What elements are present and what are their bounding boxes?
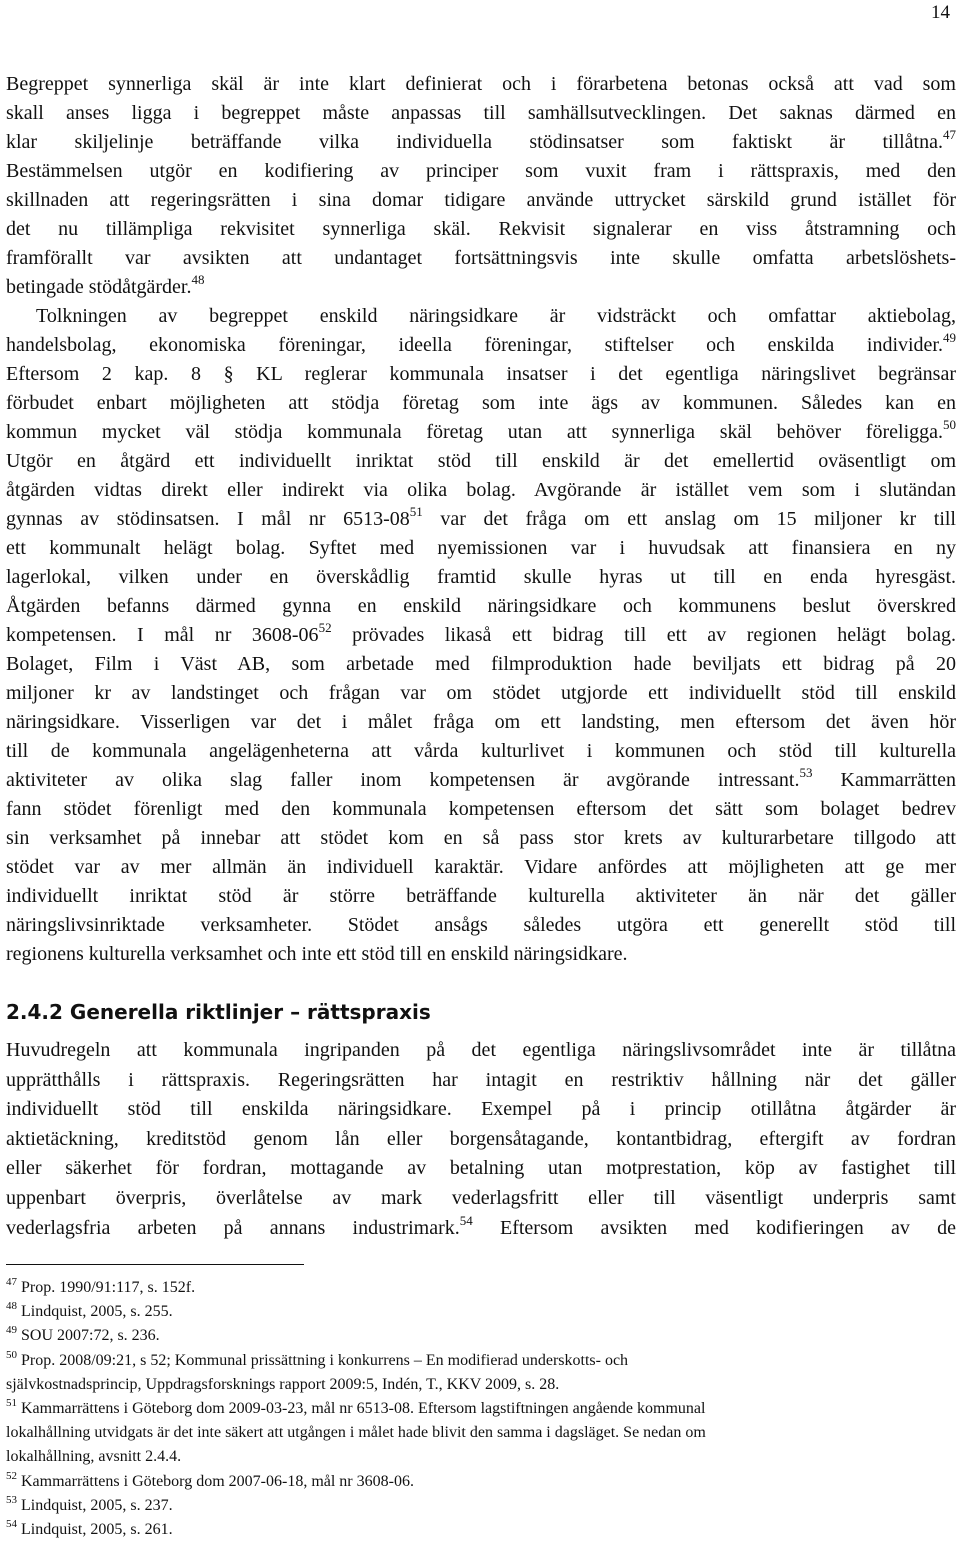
text-run: betingade stödåtgärder. — [6, 276, 192, 298]
text-run: Åtgärden befanns därmed gynna en enskild näringsidkare och kommunens beslut överskred — [6, 595, 956, 617]
text-line — [6, 593, 956, 619]
text-run: ett kommunalt helägt bolag. Syftet med nyemissionen var i huvudsak att finansiera en ny — [6, 537, 956, 559]
text-run: lagerlokal, vilken under en överskådlig framtid skulle hyras ut till en enda hyresgäst. — [6, 566, 956, 588]
text-run: Bestämmelsen utgör en kodifiering av principer som vuxit fram i rättspraxis, med den — [6, 160, 956, 182]
text-run: kommun mycket väl stödja kommunala företag utan att synnerliga skäl behöver föreligga. — [6, 421, 943, 443]
footnote-line — [6, 1374, 956, 1395]
text-line — [6, 564, 956, 590]
footnote-marker: 50 — [6, 1348, 17, 1361]
footnote-line — [6, 1519, 956, 1540]
text-line — [6, 1096, 956, 1122]
text-run: Bolaget, Film i Väst AB, som arbetade med filmproduktion hade beviljats ett bidrag på 20 — [6, 653, 956, 675]
text-line — [6, 216, 956, 242]
footnote-separator — [6, 1264, 304, 1265]
text-run: förbudet enbart möjligheten att stödja företag som inte ägs av kommunen. Således kan en — [6, 392, 956, 414]
footnote-marker: 49 — [6, 1324, 17, 1337]
text-run: till de kommunala angelägenheterna att vårda kulturlivet i kommunen och stöd till kulturella — [6, 740, 956, 762]
text-line — [6, 854, 956, 880]
text-line — [6, 680, 956, 706]
footnote-marker: 50 — [943, 417, 956, 432]
text-run: Eftersom 2 kap. 8 § KL reglerar kommunala insatser i det egentliga näringslivet begränsar — [6, 363, 956, 385]
footnote-line — [6, 1325, 956, 1346]
footnote-marker: 47 — [6, 1276, 17, 1288]
text-line — [6, 129, 956, 155]
text-run: SOU 2007:72, s. 236. — [17, 1327, 160, 1345]
footnote-marker: 51 — [6, 1397, 17, 1409]
footnote-line — [6, 1471, 956, 1492]
text-run: prövades likaså ett bidrag till ett av regionen helägt bolag. — [331, 624, 957, 646]
text-run: miljoner kr av landstinget och frågan var om stödet utgjorde ett individuellt stöd till enskild — [6, 682, 956, 704]
text-run: Prop. 1990/91:117, s. 152f. — [17, 1279, 196, 1296]
text-line — [6, 709, 956, 735]
text-run: Utgör en åtgärd ett individuellt inriktat stöd till enskild är det emellertid oväsentligt om — [6, 450, 956, 472]
text-line — [6, 100, 956, 126]
text-line — [6, 767, 956, 793]
text-run: Begreppet synnerliga skäl är inte klart definierat och i förarbetena betonas också att vad som — [6, 73, 956, 95]
text-line — [6, 825, 956, 851]
text-run: sin verksamhet på innebar att stödet kom en så pass stor krets av kulturarbetare tillgodo att — [6, 827, 956, 849]
text-run: var det fråga om ett anslag om 15 miljoner kr till — [422, 508, 956, 530]
footnote-line — [6, 1277, 956, 1298]
text-run: eller säkerhet för fordran, mottagande av betalning utan motprestation, köp av fastighet till — [6, 1157, 956, 1180]
footnote-line — [6, 1495, 956, 1516]
text-run: lokalhållning utvidgats är det inte säkert att utgången i målet hade blivit den samma i dagsläget. Se nedan om — [6, 1424, 706, 1442]
footnote-marker: 49 — [943, 330, 956, 345]
text-line — [6, 506, 956, 532]
text-run: Prop. 2008/09:21, s 52; Kommunal prissättning i konkurrens – En modifierad underskotts- och — [17, 1351, 629, 1369]
text-line — [6, 883, 956, 909]
text-run: lokalhållning, avsnitt 2.4.4. — [6, 1448, 182, 1466]
text-run: Lindquist, 2005, s. 261. — [17, 1521, 173, 1538]
text-line — [6, 303, 956, 329]
footnote-marker: 54 — [459, 1212, 473, 1228]
section-heading: 2.4.2 Generella riktlinjer – rättspraxis — [6, 1000, 431, 1024]
text-line — [6, 158, 956, 184]
text-run: regionens kulturella verksamhet och inte ett stöd till en enskild näringsidkare. — [6, 943, 628, 965]
text-run: upprätthålls i rättspraxis. Regeringsrätten har intagit en restriktiv hållning när det gäller — [6, 1068, 956, 1091]
text-line — [6, 738, 956, 764]
text-run: Eftersom avsikten med kodifieringen av de — [472, 1216, 956, 1239]
text-line — [6, 622, 956, 648]
text-run: Kammarrättens i Göteborg dom 2009-03-23, mål nr 6513-08. Eftersom lagstiftningen angående kommunal — [17, 1400, 706, 1417]
text-run: fann stödet förenligt med den kommunala kompetensen eftersom det sätt som bolaget bedrev — [6, 798, 956, 820]
text-line — [6, 1126, 956, 1152]
text-run: näringslivsinriktade verksamheter. Stödet ansågs således utgöra ett generellt stöd till — [6, 914, 956, 936]
footnote-marker: 53 — [6, 1493, 17, 1506]
text-line — [6, 1067, 956, 1093]
text-line — [6, 1185, 956, 1211]
text-run: uppenbart överpris, överlåtelse av mark vederlagsfritt eller till väsentligt underpris samt — [6, 1187, 956, 1209]
text-run: Tolkningen av begreppet enskild näringsidkare är vidsträckt och omfattar aktiebolag, — [36, 305, 956, 327]
text-run: stödet var av mer allmän än individuell karaktär. Vidare anfördes att möjligheten att ge mer — [6, 856, 956, 878]
text-line — [6, 332, 956, 358]
footnote-marker: 48 — [6, 1300, 17, 1313]
text-run: det nu tillämpliga rekvisitet synnerliga skäl. Rekvisit signalerar en viss åtstramning och — [6, 218, 956, 240]
text-run: individuellt inriktat stöd är större beträffande kulturella aktiviteter än när det gäller — [6, 885, 956, 907]
text-run: självkostnadsprincip, Uppdragsforsknings rapport 2009:5, Indén, T., KKV 2009, s. 28. — [6, 1375, 560, 1393]
footnote-line — [6, 1398, 956, 1419]
text-run: näringsidkare. Visserligen var det i målet fråga om ett landsting, men eftersom det även hör — [6, 711, 956, 733]
text-line — [6, 535, 956, 561]
text-line — [6, 419, 956, 445]
text-run: skillnaden att regeringsrätten i sina domar tidigare använde uttrycket särskild grund istället för — [6, 189, 956, 211]
text-run: framförallt var avsikten att undantaget fortsättningsvis inte skulle omfatta arbetslöshets- — [6, 247, 956, 269]
text-run: aktietäckning, kreditstöd genom lån eller borgensåtagande, kontantbidrag, eftergift av fordran — [6, 1127, 956, 1150]
text-line — [6, 448, 956, 474]
text-line — [6, 71, 956, 97]
footnote-marker: 54 — [6, 1518, 17, 1530]
footnote-line — [6, 1301, 956, 1322]
text-run: individuellt stöd till enskilda näringsidkare. Exempel på i princip otillåtna åtgärder är — [6, 1098, 956, 1121]
text-line — [6, 1037, 956, 1063]
text-run: vederlagsfria arbeten på annans industrimark. — [6, 1216, 460, 1239]
text-line — [6, 651, 956, 677]
text-line — [6, 477, 956, 503]
text-line — [6, 941, 956, 967]
text-line — [6, 1155, 956, 1181]
text-run: Lindquist, 2005, s. 237. — [17, 1496, 173, 1514]
text-line — [6, 361, 956, 387]
text-run: åtgärden vidtas direkt eller indirekt via olika bolag. Avgörande är istället vem som i slutändan — [6, 479, 956, 501]
text-run: handelsbolag, ekonomiska föreningar, ideella föreningar, stiftelser och enskilda individer. — [6, 334, 943, 356]
text-run: Huvudregeln att kommunala ingripanden på det egentliga näringslivsområdet inte är tillåtna — [6, 1039, 956, 1061]
text-run: Kammarrättens i Göteborg dom 2007-06-18, mål nr 3608-06. — [17, 1472, 414, 1490]
text-line — [6, 912, 956, 938]
footnote-marker: 52 — [318, 620, 332, 635]
footnote-line — [6, 1422, 956, 1443]
text-run: kompetensen. I mål nr 3608-06 — [6, 624, 319, 646]
text-run: klar skiljelinje beträffande vilka individuella stödinsatser som faktiskt är tillåtna. — [6, 131, 943, 153]
footnote-line — [6, 1350, 956, 1371]
page-number: 14 — [931, 2, 950, 23]
footnote-marker: 53 — [799, 765, 813, 780]
footnote-line — [6, 1446, 956, 1467]
text-line — [6, 274, 956, 300]
text-run: aktiviteter av olika slag faller inom kompetensen är avgörande intressant. — [6, 769, 800, 791]
text-line — [6, 390, 956, 416]
text-run: Lindquist, 2005, s. 255. — [17, 1303, 173, 1321]
text-run: Kammarrätten — [812, 769, 957, 791]
text-run: gynnas av stödinsatsen. I mål nr 6513-08 — [6, 508, 410, 530]
text-line — [6, 1212, 956, 1241]
text-run: skall anses ligga i begreppet måste anpassas till samhällsutvecklingen. Det saknas därmed en — [6, 102, 956, 124]
footnote-marker: 47 — [943, 127, 956, 142]
text-line — [6, 245, 956, 271]
footnote-marker: 52 — [6, 1469, 17, 1482]
text-line — [6, 796, 956, 822]
footnote-marker: 48 — [191, 272, 205, 287]
text-line — [6, 187, 956, 213]
footnote-marker: 51 — [409, 504, 423, 519]
